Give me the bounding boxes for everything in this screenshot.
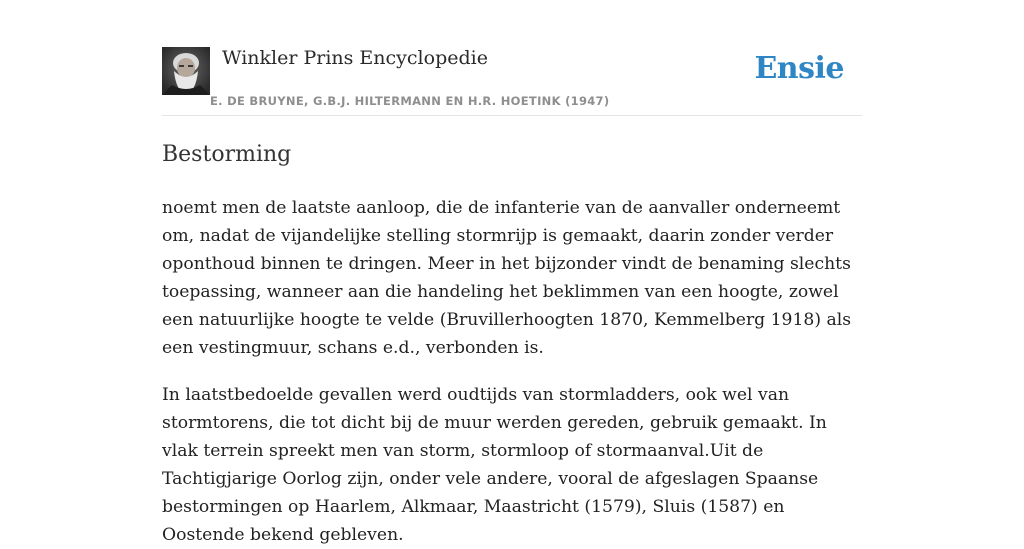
publication-authors: E. DE BRUYNE, G.B.J. HILTERMANN EN H.R. HOETINK (1947) bbox=[210, 94, 610, 108]
article-title: Bestorming bbox=[162, 142, 292, 167]
ensie-logo[interactable]: Ensie bbox=[754, 51, 844, 86]
publication-header bbox=[162, 0, 862, 116]
article-paragraph-1: noemt men de laatste aanloop, die de infanterie van de aanvaller onderneemt om, nadat de vijandelijke stelling stormrijp is gemaakt, daarin zonder verder oponthoud binnen te dringen. Meer in het bijzonder vindt de benaming slechts toepassing, wanneer aan die handeling het beklimmen van een hoogte, zowel een natuurlijke hoogte te velde (Bruvillerhoogten 1870, Kemmelberg 1918) als een vestingmuur, schans e.d., verbonden is. bbox=[162, 198, 852, 358]
author-portrait-icon bbox=[162, 47, 210, 95]
publication-title[interactable]: Winkler Prins Encyclopedie bbox=[222, 47, 488, 69]
article-body bbox=[162, 194, 862, 549]
article-paragraph-2: In laatstbedoelde gevallen werd oudtijds van stormladders, ook wel van stormtorens, die tot dicht bij de muur werden gereden, gebruik gemaakt. In vlak terrein spreekt men van storm, stormloop of stormaanval.Uit de Tachtigjarige Oorlog zijn, onder vele andere, vooral de afgeslagen Spaanse bestormingen op Haarlem, Alkmaar, Maastricht (1579), Sluis (1587) en Oostende bekend gebleven. bbox=[162, 385, 827, 545]
author-avatar[interactable] bbox=[162, 47, 210, 95]
content-column bbox=[162, 0, 862, 549]
